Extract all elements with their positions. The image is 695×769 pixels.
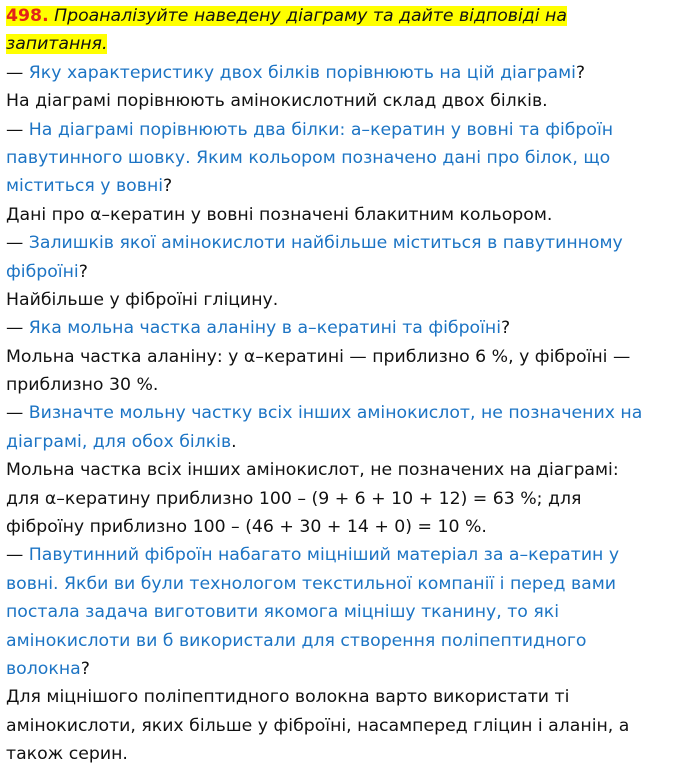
question-text: амінокислоти ви б використали для створення поліпептидного [6, 630, 587, 651]
text-line [6, 59, 695, 87]
answer-text: ? [163, 176, 173, 197]
answer-text: Мольна частка аланіну: у α–кератині — приблизно 6 %, у фіброїні — [6, 346, 631, 367]
question-text: волокна [6, 658, 81, 679]
exercise-heading [6, 2, 695, 30]
text-line [6, 229, 695, 257]
answer-text: — [6, 403, 29, 424]
text-line [6, 258, 695, 286]
text-line [6, 683, 695, 711]
text-line [6, 172, 695, 200]
text-line [6, 343, 695, 371]
text-line [6, 655, 695, 683]
text-line [6, 144, 695, 172]
text-line [6, 541, 695, 569]
answer-text: для α–кератину приблизно 100 – (9 + 6 + 10 + 12) = 63 %; для [6, 488, 582, 509]
qa-body [6, 59, 695, 769]
text-line [6, 740, 695, 768]
exercise-task: Проаналізуйте наведену діаграму та дайте відповіді на [48, 6, 567, 26]
text-line [6, 570, 695, 598]
answer-text: також серин. [6, 744, 128, 765]
exercise-number: 498. [6, 6, 49, 26]
answer-text: — [6, 318, 29, 339]
text-line [6, 116, 695, 144]
text-line [6, 513, 695, 541]
answer-text: фіброїну приблизно 100 – (46 + 30 + 14 + 0) = 10 %. [6, 517, 487, 538]
exercise-task-cont: запитання. [6, 34, 108, 55]
text-line [6, 286, 695, 314]
answer-text: Для міцнішого поліпептидного волокна варто використати ті [6, 687, 570, 708]
text-line [6, 712, 695, 740]
text-line [6, 456, 695, 484]
answer-text: ? [78, 261, 88, 282]
question-text: діаграмі, для обох білків [6, 431, 232, 452]
question-text: Яка мольна частка аланіну в а–кератині та фіброїні [28, 318, 502, 339]
answer-text: — [6, 545, 29, 566]
text-line [6, 371, 695, 399]
question-text: На діаграмі порівнюють два білки: а–кератин у вовні та фіброїн [28, 119, 614, 140]
text-line [6, 485, 695, 513]
text-line [6, 627, 695, 655]
answer-text: ? [501, 318, 511, 339]
question-text: Залишків якої амінокислоти найбільше міститься в павутинному [28, 233, 623, 254]
text-line [6, 428, 695, 456]
answer-text: На діаграмі порівнюють амінокислотний склад двох білків. [6, 91, 548, 112]
text-line [6, 87, 695, 115]
question-text: Визначте мольну частку всіх інших амінокислот, не позначених на [28, 403, 643, 424]
question-text: павутинного шовку. Яким кольором позначено дані про білок, що [6, 147, 611, 168]
answer-text: Дані про α–кератин у вовні позначені блакитним кольором. [6, 204, 553, 225]
answer-text: . [231, 431, 237, 452]
answer-text: — [6, 119, 29, 140]
answer-text: Мольна частка всіх інших амінокислот, не позначених на діаграмі: [6, 460, 619, 481]
exercise-heading-cont [6, 30, 695, 58]
answer-text: ? [575, 62, 586, 83]
question-text: постала задача виготовити якомога міцнішу тканину, то які [6, 602, 559, 623]
question-text: фіброїні [6, 261, 79, 282]
answer-text: ? [80, 658, 90, 679]
text-line [6, 598, 695, 626]
text-line [6, 314, 695, 342]
question-text: вовні. Якби ви були технологом текстильної компанії і перед вами [6, 573, 616, 594]
answer-text: амінокислоти, яких більше у фіброїні, насамперед гліцин і аланін, а [6, 715, 630, 736]
text-line [6, 201, 695, 229]
answer-text: приблизно 30 %. [6, 375, 159, 396]
exercise-highlight [6, 6, 567, 26]
question-text: міститься у вовні [6, 176, 164, 197]
question-text: Яку характеристику двох білків порівнюють на цій діаграмі [28, 62, 576, 83]
answer-text: — [6, 62, 29, 83]
answer-text: — [6, 233, 29, 254]
question-text: Павутинний фіброїн набагато міцніший матеріал за а–кератин у [28, 545, 620, 566]
answer-text: Найбільше у фіброїні гліцину. [6, 289, 279, 310]
text-line [6, 399, 695, 427]
